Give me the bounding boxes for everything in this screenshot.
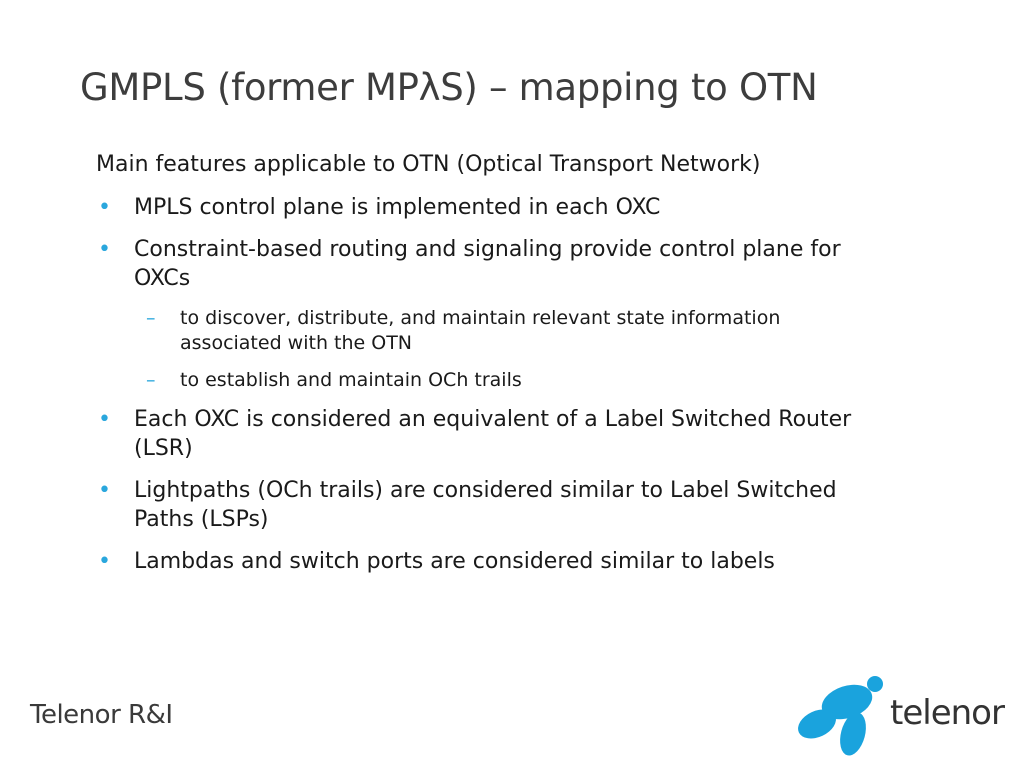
bullet-marker: • bbox=[98, 237, 111, 262]
bullet-text: Each OXC is considered an equivalent of a Label Switched Router (LSR) bbox=[134, 407, 852, 461]
bullet-item bbox=[96, 235, 856, 293]
bullet-marker: • bbox=[98, 478, 111, 503]
bullet-marker: • bbox=[98, 407, 111, 432]
sub-bullet-text: to discover, distribute, and maintain relevant state information associated with the OTN bbox=[180, 307, 781, 354]
sub-bullet-text: to establish and maintain OCh trails bbox=[180, 369, 522, 391]
bullet-item bbox=[96, 193, 856, 222]
bullet-item bbox=[96, 405, 856, 463]
sub-bullet-item bbox=[96, 306, 856, 356]
sub-bullet-item bbox=[96, 368, 856, 393]
dash-marker: – bbox=[146, 369, 156, 391]
dash-marker: – bbox=[146, 307, 156, 329]
bullet-text: Constraint-based routing and signaling provide control plane for OXCs bbox=[134, 237, 841, 291]
bullet-marker: • bbox=[98, 549, 111, 574]
bullet-text: Lambdas and switch ports are considered similar to labels bbox=[134, 549, 775, 574]
telenor-logo-text: telenor bbox=[890, 693, 1004, 733]
lead-text: Main features applicable to OTN (Optical Transport Network) bbox=[96, 152, 761, 177]
bullet-item bbox=[96, 476, 856, 534]
bullet-text: Lightpaths (OCh trails) are considered similar to Label Switched Paths (LSPs) bbox=[134, 478, 837, 532]
slide-title: GMPLS (former MPλS) – mapping to OTN bbox=[80, 66, 818, 109]
bullet-marker: • bbox=[98, 195, 111, 220]
bullet-text: MPLS control plane is implemented in each OXC bbox=[134, 195, 661, 220]
slide-body bbox=[96, 150, 856, 589]
footer-org-label: Telenor R&I bbox=[30, 700, 173, 730]
bullet-item bbox=[96, 547, 856, 576]
